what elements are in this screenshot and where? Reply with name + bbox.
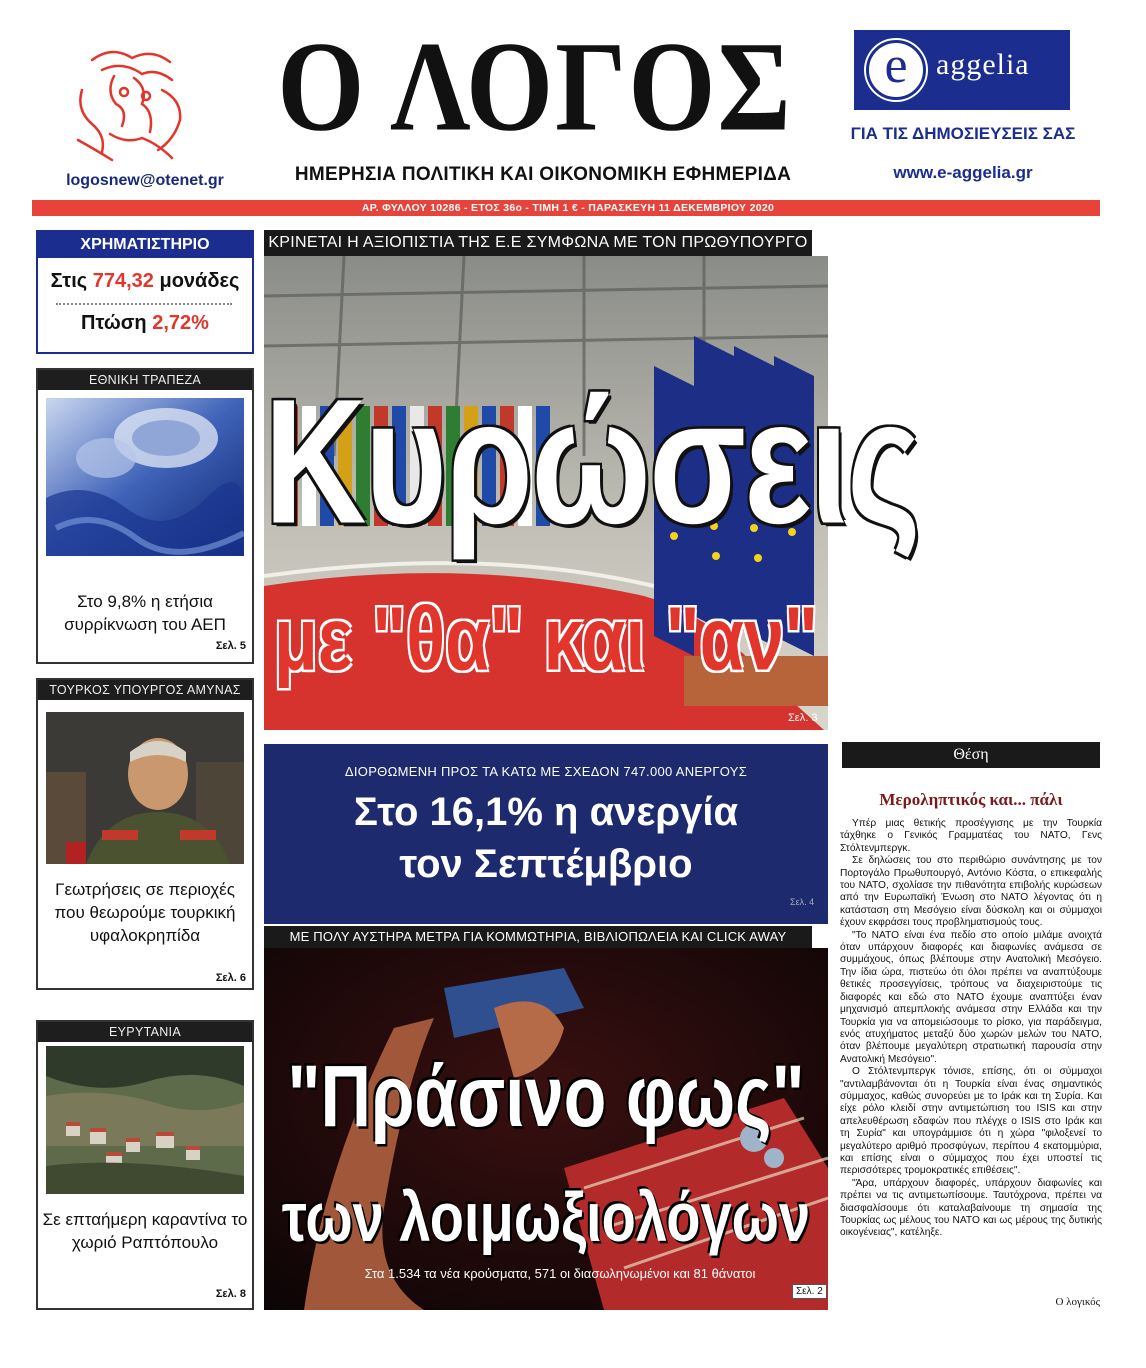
opinion-paragraph: Σε δηλώσεις του στο περιθώριο συνάντησης με τον Πορτογάλο Πρωθυπουργό, Αντόνιο Κόστα, ο επικεφαλής του ΝΑΤΟ, σχολίασε την πιθανότητα επιβολής κυρώσεων από την Ευρωπαϊκή Ένωση στο ΝΑΤΟ λέγοντας ότι η κατάσταση στη Μεσόγειο είναι δύσκολη και οι σύμμαχοι έχουν εκφράσει τους προβληματισμούς τους. (840, 855, 1102, 929)
opinion-signature: Ο λογικός (1055, 1296, 1100, 1308)
lead-subheadline: με "θα" και "αν" (273, 589, 819, 690)
lockdown-subline: Στα 1.534 τα νέα κρούσματα, 571 οι διασωληνωμένοι και 81 θάνατοι (364, 1266, 756, 1281)
stock-change-value: 2,72% (152, 312, 209, 334)
newspaper-title: Ο ΛΟΓΟΣ (277, 15, 793, 159)
lead-kicker: ΚΡΙΝΕΤΑΙ Η ΑΞΙΟΠΙΣΤΙΑ ΤΗΣ Ε.Ε ΣΥΜΦΩΝΑ ΜΕ ΤΟΝ ΠΡΩΘΥΠΟΥΡΓΟ (264, 230, 812, 256)
lockdown-kicker: ΜΕ ΠΟΛΥ ΑΥΣΤΗΡΑ ΜΕΤΡΑ ΓΙΑ ΚΟΜΜΩΤΗΡΙΑ, ΒΙΒΛΙΟΠΩΛΕΙΑ ΚΑΙ CLICK AWAY (264, 926, 812, 948)
opinion-title[interactable]: Μεροληπτικός και... πάλι (879, 790, 1063, 809)
stock-index-prefix: Στις (50, 270, 93, 292)
stock-index-value: 774,32 (92, 270, 154, 292)
eaggelia-brand: aggelia (936, 48, 1030, 81)
opinion-header: Θέση (842, 742, 1100, 768)
opinion-paragraph: Ο Στόλτενμπεργκ τόνισε, επίσης, ότι οι σύμμαχοι "αντιλαμβάνονται ότι η Τουρκία είναι ένας σημαντικός σύμμαχος, καθώς συνορεύει με το Ιράκ και τη Συρία. Και είχε ρόλο κλειδί στην αντιμετώπιση του ISIS και στην απελευθέρωση εδαφών που πλέγχε ο ISIS στο Ιράκ και τη Συρία" και υπογράμμισε ότι η χώρα "φιλοξενεί το μεγαλύτερο αριθμό προσφύγων, περίπου 4 εκατομμύρια, και επίσης είναι ο σύμμαχος που έχει υποστεί τις περισσότερες τρομοκρατικές επιθέσεις". (840, 1066, 1102, 1177)
unemployment-page: Σελ. 4 (790, 897, 815, 907)
lockdown-page: Σελ. 2 (792, 1284, 827, 1299)
stock-index-suffix: μονάδες (153, 270, 240, 292)
stock-change-prefix: Πτώση (81, 312, 153, 334)
lockdown-headline-line2: των λοιμωξιολόγων (281, 1177, 811, 1256)
unemployment-headline-line2: τον Σεπτέμβριο (399, 842, 693, 886)
lockdown-headline-line1[interactable]: "Πράσινο φως" (287, 1047, 805, 1145)
opinion-paragraph: "Το ΝΑΤΟ είναι ένα πεδίο στο οποίο μιλάμε ανοιχτά όταν υπάρχουν διαφορές και διαφωνίες ανάμεσα σε συμμάχους, όπως βλέπουμε στην Ανατολική Μεσόγειο. Την ίδια ώρα, πιστεύω ότι όλοι πρέπει να αναπτύξουμε θετικές προσεγγίσεις, τρόπους να διαχειριστούμε τις διαφορές και εδώ στο ΝΑΤΟ έχουμε αναπτύξει έναν μηχανισμό απεμπλοκής ανάμεσα στην Ελλάδα και την Τουρκία για να απομειώσουμε το ρίσκο, για παράδειγμα, ενός ατυχήματος μεταξύ δύο χωρών μελών του ΝΑΤΟ, όταν βλέπουμε μεγαλύτερη στρατιωτική παρουσία στην Ανατολική Μεσόγειο". (840, 929, 1102, 1065)
sidebar-story-page: Σελ. 5 (215, 640, 246, 652)
logo-illustration (62, 40, 202, 168)
sidebar-story-gdp[interactable] (36, 368, 254, 664)
sidebar-story-text: Σε επταήμερη καραντίνα το χωριό Ραπτόπουλο (42, 1210, 248, 1252)
eaggelia-tagline: ΓΙΑ ΤΙΣ ΔΗΜΟΣΙΕΥΣΕΙΣ ΣΑΣ (850, 124, 1076, 143)
opinion-body (840, 818, 1102, 1240)
lead-headline[interactable]: Κυρώσεις (264, 362, 919, 562)
sidebar-story-header: ΕΘΝΙΚΗ ΤΡΑΠΕΖΑ (38, 370, 252, 390)
newspaper-subtitle: ΗΜΕΡΗΣΙΑ ΠΟΛΙΤΙΚΗ ΚΑΙ ΟΙΚΟΝΟΜΙΚΗ ΕΦΗΜΕΡΙΔΑ (294, 164, 792, 185)
stock-change-line (38, 312, 252, 335)
sidebar-story-header: ΤΟΥΡΚΟΣ ΥΠΟΥΡΓΟΣ ΑΜΥΝΑΣ (38, 680, 252, 700)
sidebar-story-page: Σελ. 6 (215, 972, 246, 984)
sidebar-story-text: Στο 9,8% η ετήσια συρρίκνωση του ΑΕΠ (64, 592, 226, 634)
opinion-paragraph: "Άρα, υπάρχουν διαφορές, υπάρχουν διαφωνίες και πρέπει να τις αντιμετωπίσουμε. Ταυτόχρονα, πρέπει να διασφαλίσουμε ότι καταλαβαίνουμε τη σημασία της Τουρκίας ως μέλους του ΝΑΤΟ και ως μέρους της δυτικής οικογένειας", κατέληξε. (840, 1177, 1102, 1239)
sidebar-story-page: Σελ. 8 (215, 1288, 246, 1300)
issue-info: ΑΡ. ΦΥΛΛΟΥ 10286 - ΕΤΟΣ 36ο - ΤΙΜΗ 1 € - ΠΑΡΑΣΚΕΥΗ 11 ΔΕΚΕΜΒΡΙΟΥ 2020 (361, 202, 775, 214)
euro-coins-image (46, 398, 244, 556)
lead-page: Σελ. 3 (788, 712, 818, 724)
unemployment-kicker: ΔΙΟΡΘΩΜΕΝΗ ΠΡΟΣ ΤΑ ΚΑΤΩ ΜΕ ΣΧΕΔΟΝ 747.000 ΑΝΕΡΓΟΥΣ (344, 764, 748, 779)
sidebar-story-text: Γεωτρήσεις σε περιοχές που θεωρούμε τουρκική υφαλοκρηπίδα (54, 880, 236, 945)
minister-portrait-image (46, 712, 244, 864)
stock-header: ΧΡΗΜΑΤΙΣΤΗΡΙΟ (38, 232, 252, 258)
contact-email[interactable]: logosnew@otenet.gr (66, 172, 224, 189)
sidebar-story-village[interactable] (36, 1020, 254, 1310)
village-image (46, 1046, 244, 1194)
eaggelia-url[interactable]: www.e-aggelia.gr (893, 163, 1033, 182)
opinion-paragraph: Υπέρ μιας θετικής προσέγγισης με την Τουρκία τάχθηκε ο Γενικός Γραμματέας του ΝΑΤΟ, Γενς Στόλτενμπεργκ. (840, 818, 1102, 854)
unemployment-headline-line1: Στο 16,1% η ανεργία (353, 790, 739, 834)
sidebar-story-turkey[interactable] (36, 678, 254, 990)
eaggelia-logo-letter: e (884, 37, 908, 94)
stock-index-line (38, 270, 252, 293)
stock-divider (56, 303, 232, 305)
sidebar-story-header: ΕΥΡΥΤΑΝΙΑ (38, 1022, 252, 1042)
